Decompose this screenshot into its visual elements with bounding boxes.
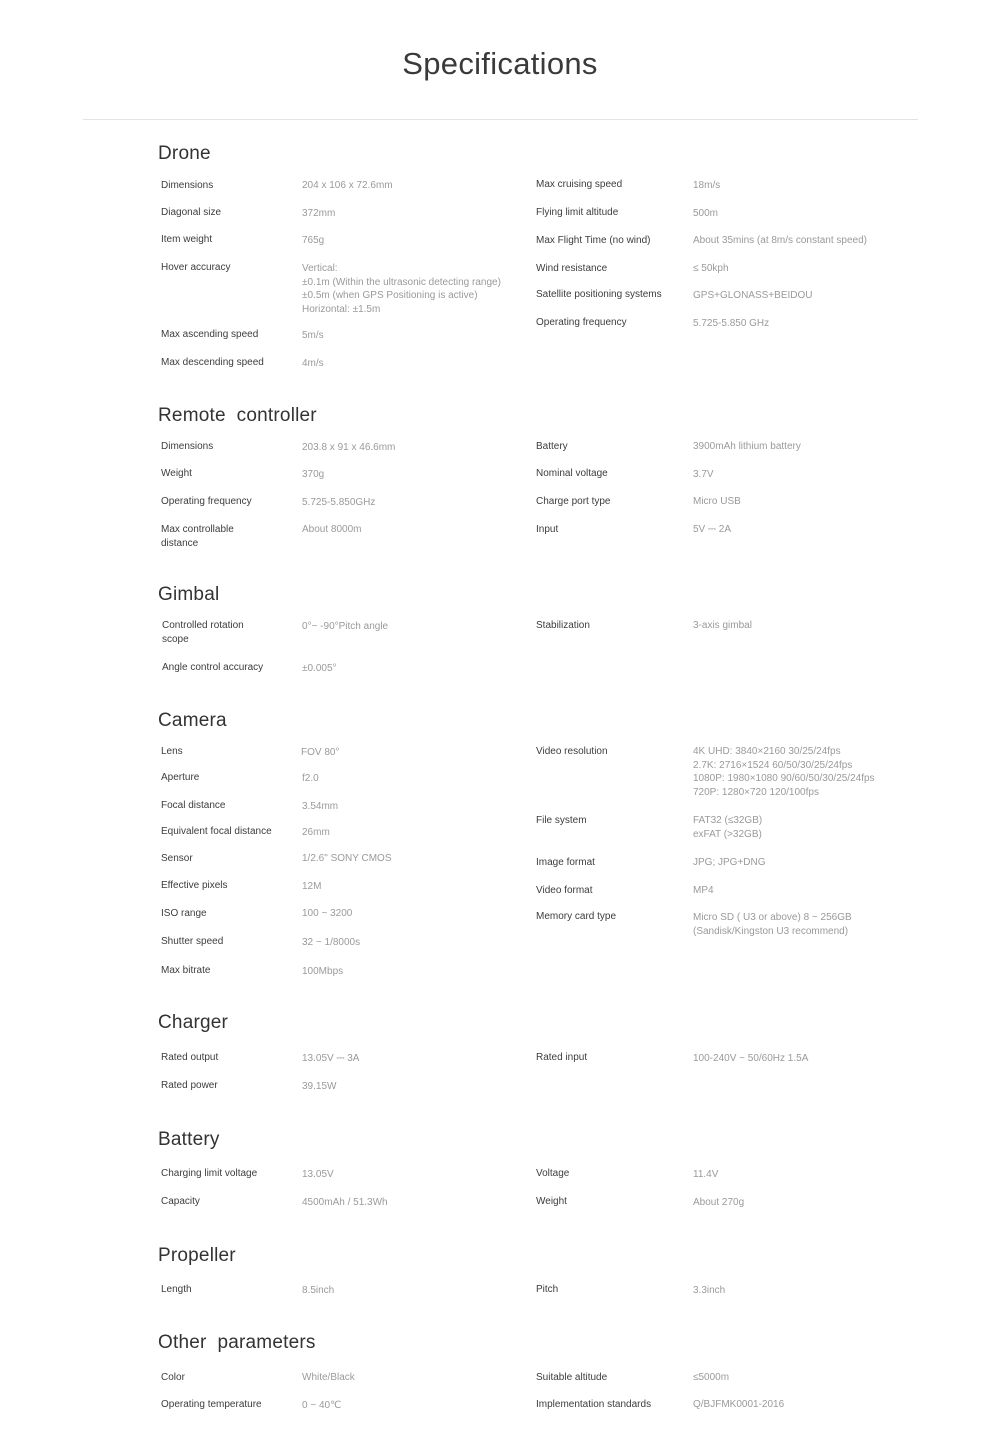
spec-label: Rated power bbox=[161, 1080, 218, 1091]
spec-value: 26mm bbox=[302, 827, 330, 838]
spec-value: Q/BJFMK0001-2016 bbox=[693, 1399, 785, 1410]
spec-label: Rated input bbox=[536, 1052, 588, 1063]
spec-value bbox=[302, 262, 501, 316]
section-heading: Propeller bbox=[158, 1245, 236, 1266]
spec-label: Stabilization bbox=[536, 620, 590, 631]
spec-value: 5.725-5.850GHz bbox=[302, 497, 376, 508]
spec-value: 5V ⎓ 2A bbox=[693, 524, 731, 535]
spec-value: 100Mbps bbox=[302, 966, 344, 977]
spec-label: Lens bbox=[161, 746, 183, 757]
spec-value: 13.05V bbox=[302, 1169, 334, 1180]
spec-value: 5.725-5.850 GHz bbox=[693, 318, 770, 329]
spec-value-line: 1080P: 1980×1080 90/60/50/30/25/24fps bbox=[693, 773, 875, 784]
spec-label: Effective pixels bbox=[161, 880, 228, 891]
spec-label: Max descending speed bbox=[161, 357, 264, 368]
spec-value-line: exFAT (>32GB) bbox=[693, 828, 762, 840]
spec-label: Diagonal size bbox=[161, 207, 222, 218]
spec-label: Sensor bbox=[161, 853, 193, 864]
page-title: Specifications bbox=[402, 46, 598, 81]
spec-value-line: Horizontal: ±1.5m bbox=[302, 303, 381, 315]
spec-value: 13.05V ⎓ 3A bbox=[302, 1053, 360, 1064]
spec-label: Max bitrate bbox=[161, 965, 211, 976]
section-heading: Gimbal bbox=[158, 584, 220, 605]
spec-label: File system bbox=[536, 815, 587, 826]
spec-value: 3900mAh lithium battery bbox=[693, 441, 801, 452]
spec-value: GPS+GLONASS+BEIDOU bbox=[693, 290, 813, 301]
spec-value: 372mm bbox=[302, 208, 336, 219]
spec-value: 765g bbox=[302, 235, 325, 246]
spec-label: Wind resistance bbox=[536, 263, 608, 274]
spec-value: 32 ~ 1/8000s bbox=[302, 937, 361, 948]
spec-label: Shutter speed bbox=[161, 936, 224, 947]
spec-value: Micro USB bbox=[693, 496, 741, 507]
spec-label: Charge port type bbox=[536, 496, 611, 507]
spec-value: MP4 bbox=[693, 885, 714, 896]
spec-value-line: FAT32 (≤32GB) bbox=[693, 815, 763, 826]
spec-value-line: 720P: 1280×720 120/100fps bbox=[693, 786, 819, 798]
spec-label: Weight bbox=[536, 1196, 567, 1207]
spec-label: Dimensions bbox=[161, 180, 214, 191]
spec-value bbox=[693, 814, 762, 841]
section-heading: Charger bbox=[158, 1012, 229, 1033]
spec-label: Controlled rotation scope bbox=[162, 620, 244, 645]
section-heading: Drone bbox=[158, 143, 211, 164]
spec-value: ≤5000m bbox=[693, 1372, 730, 1383]
spec-value: About 8000m bbox=[302, 524, 362, 535]
spec-value: FOV 80° bbox=[301, 747, 340, 758]
spec-value: 100 ~ 3200 bbox=[302, 908, 353, 919]
spec-label: Capacity bbox=[161, 1196, 200, 1207]
spec-label: Operating frequency bbox=[536, 317, 627, 328]
spec-value: 370g bbox=[302, 469, 325, 480]
spec-value: 12M bbox=[302, 881, 322, 892]
spec-label: Hover accuracy bbox=[161, 262, 231, 273]
spec-label: Video format bbox=[536, 885, 593, 896]
spec-label: Implementation standards bbox=[536, 1399, 652, 1410]
spec-label: Color bbox=[161, 1372, 185, 1383]
title-divider bbox=[83, 119, 918, 120]
spec-value: 0°~ -90°Pitch angle bbox=[302, 621, 389, 632]
spec-value: 203.8 x 91 x 46.6mm bbox=[302, 442, 396, 453]
spec-label: Input bbox=[536, 524, 559, 535]
spec-value-line: (Sandisk/Kingston U3 recommend) bbox=[693, 925, 849, 937]
spec-value: 39.15W bbox=[302, 1081, 337, 1092]
spec-label: Item weight bbox=[161, 234, 213, 245]
section-heading: Remote controller bbox=[158, 405, 317, 426]
spec-value: 204 x 106 x 72.6mm bbox=[302, 180, 393, 191]
spec-value-line: 2.7K: 2716×1524 60/50/30/25/24fps bbox=[693, 759, 853, 771]
spec-label: Focal distance bbox=[161, 800, 226, 811]
spec-value: About 35mins (at 8m/s constant speed) bbox=[693, 235, 867, 246]
spec-value: White/Black bbox=[302, 1372, 355, 1383]
spec-label: Equivalent focal distance bbox=[161, 826, 272, 837]
spec-label: Weight bbox=[161, 468, 192, 479]
spec-value bbox=[693, 745, 875, 799]
spec-label: Operating temperature bbox=[161, 1399, 262, 1410]
spec-value: 4500mAh / 51.3Wh bbox=[302, 1197, 388, 1208]
spec-label: Voltage bbox=[536, 1168, 570, 1179]
spec-label: Operating frequency bbox=[161, 496, 252, 507]
spec-label: Angle control accuracy bbox=[162, 662, 264, 673]
spec-value: 11.4V bbox=[693, 1169, 719, 1180]
spec-label: Rated output bbox=[161, 1052, 219, 1063]
spec-value: 3-axis gimbal bbox=[693, 620, 752, 631]
spec-value: ±0.005° bbox=[302, 663, 337, 674]
spec-label: Max Flight Time (no wind) bbox=[536, 235, 651, 246]
spec-label: ISO range bbox=[161, 908, 207, 919]
spec-value-line: Micro SD ( U3 or above) 8 ~ 256GB bbox=[693, 912, 852, 923]
spec-label: Dimensions bbox=[161, 441, 214, 452]
spec-value: JPG; JPG+DNG bbox=[693, 857, 766, 868]
spec-label: Memory card type bbox=[536, 911, 617, 922]
spec-label: Image format bbox=[536, 857, 595, 868]
spec-value-line: Vertical: bbox=[302, 263, 338, 274]
spec-value: 3.54mm bbox=[302, 801, 339, 812]
spec-value: About 270g bbox=[693, 1197, 745, 1208]
spec-value: ≤ 50kph bbox=[693, 263, 729, 274]
spec-value bbox=[693, 911, 852, 938]
spec-value-line: 4K UHD: 3840×2160 30/25/24fps bbox=[693, 746, 841, 757]
spec-label: Max ascending speed bbox=[161, 329, 259, 340]
spec-label: Length bbox=[161, 1284, 192, 1295]
spec-label: Video resolution bbox=[536, 746, 608, 757]
spec-value: 5m/s bbox=[302, 330, 324, 341]
section-heading: Other parameters bbox=[158, 1332, 316, 1353]
spec-value: 3.3inch bbox=[693, 1285, 726, 1296]
spec-label: Suitable altitude bbox=[536, 1372, 608, 1383]
spec-value: f2.0 bbox=[302, 773, 319, 784]
spec-label: Max cruising speed bbox=[536, 179, 623, 190]
spec-label: Nominal voltage bbox=[536, 468, 608, 479]
spec-label: Satellite positioning systems bbox=[536, 289, 662, 300]
spec-value: 0 ~ 40℃ bbox=[302, 1400, 342, 1411]
spec-value-line: ±0.5m (when GPS Positioning is active) bbox=[302, 290, 478, 301]
spec-label: Flying limit altitude bbox=[536, 207, 619, 218]
spec-value: 3.7V bbox=[693, 469, 714, 480]
spec-value: 4m/s bbox=[302, 358, 324, 369]
spec-label: Pitch bbox=[536, 1284, 559, 1295]
section-heading: Camera bbox=[158, 710, 227, 731]
spec-value-line: ±0.1m (Within the ultrasonic detecting range) bbox=[302, 276, 501, 288]
spec-label: Max controllable distance bbox=[161, 524, 234, 549]
spec-value: 18m/s bbox=[693, 180, 721, 191]
spec-label: Battery bbox=[536, 441, 568, 452]
spec-value: 1/2.6" SONY CMOS bbox=[302, 853, 392, 864]
spec-value: 8.5inch bbox=[302, 1285, 335, 1296]
section-heading: Battery bbox=[158, 1129, 220, 1150]
spec-label: Charging limit voltage bbox=[161, 1168, 258, 1179]
spec-value: 500m bbox=[693, 208, 719, 219]
spec-value: 100-240V ~ 50/60Hz 1.5A bbox=[693, 1053, 809, 1064]
spec-label: Aperture bbox=[161, 772, 200, 783]
